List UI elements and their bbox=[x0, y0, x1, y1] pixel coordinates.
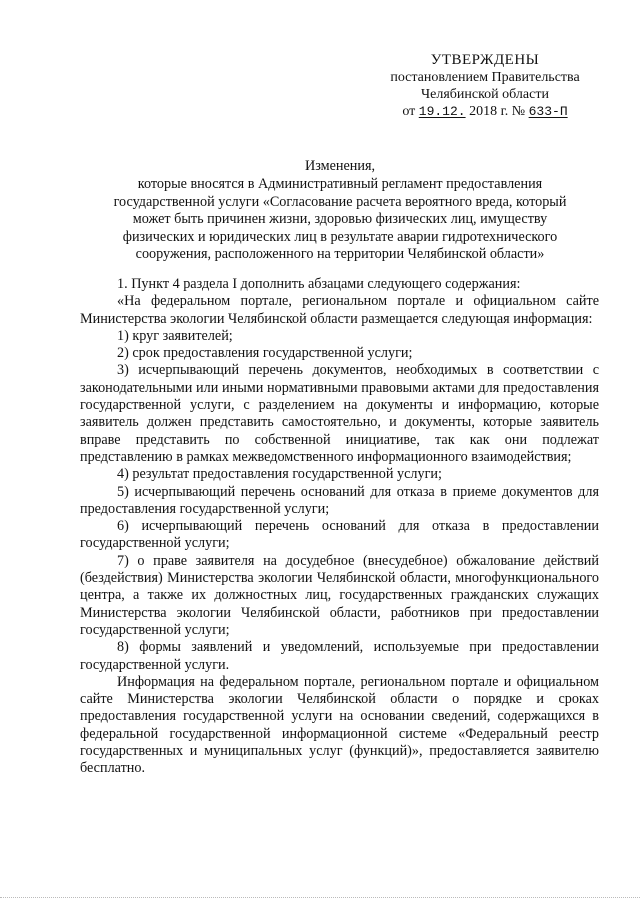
paragraph: 1. Пункт 4 раздела I дополнить абзацами следующего содержания: bbox=[117, 276, 521, 292]
document-number: 633-П bbox=[528, 104, 568, 119]
date-year: 2018 г. № bbox=[469, 104, 526, 119]
date-prefix: от bbox=[402, 104, 416, 119]
title-line: сооружения, расположенного на территории Челябинской области» bbox=[135, 246, 545, 263]
list-item: 1) круг заявителей; bbox=[117, 327, 233, 344]
approval-line-2: Челябинской области bbox=[421, 87, 549, 102]
document-title bbox=[80, 158, 600, 263]
list-item: 4) результат предоставления государственной услуги; bbox=[117, 466, 442, 483]
list-item: 7) о праве заявителя на досудебное (внесудебное) обжалование действий (бездействия) Министерства экологии Челябинской области, многофункционального центра, а также их должностных лиц, государственных гражданских служащих Министерства экологии Челябинской области, работников при предоставлении государственной услуги; bbox=[80, 552, 599, 638]
approval-stamp bbox=[380, 52, 590, 120]
title-line: физических и юридических лиц в результате аварии гидротехнического bbox=[122, 228, 558, 245]
scan-edge-divider bbox=[0, 897, 640, 898]
list-item: 6) исчерпывающий перечень оснований для отказа в предоставлении государственной услуги; bbox=[80, 518, 599, 552]
approval-date-line bbox=[380, 103, 590, 120]
list-item: 8) формы заявлений и уведомлений, используемые при предоставлении государственной услуги. bbox=[80, 639, 599, 673]
list-item: 3) исчерпывающий перечень документов, необходимых в соответствии с законодательными или иными нормативными правовыми актами для предоставления государственной услуги, с разделением на документы и информацию, которые заявитель должен представить самостоятельно, и документы, которые заявитель вправе представить по собственной инициативе, так как они подлежат представлению в рамках межведомственного информационного взаимодействия; bbox=[80, 362, 599, 465]
list-item: 2) срок предоставления государственной услуги; bbox=[117, 345, 413, 362]
title-line: может быть причинен жизни, здоровью физических лиц, имуществу bbox=[132, 211, 548, 228]
title-line: которые вносятся в Административный регламент предоставления bbox=[137, 176, 543, 193]
approval-heading: УТВЕРЖДЕНЫ bbox=[430, 52, 540, 68]
paragraph: Информация на федеральном портале, региональном портале и официальном сайте Министерства экологии Челябинской области о порядке и сроках предоставления государственной услуги на основании сведений, содержащихся в федеральной государственной информационной системе «Федеральный реестр государственных и муниципальных услуг (функций)», предоставляется заявителю бесплатно. bbox=[80, 673, 599, 777]
document-body bbox=[80, 276, 599, 778]
approval-line-1: постановлением Правительства bbox=[390, 70, 580, 85]
title-line: Изменения, bbox=[304, 158, 376, 174]
paragraph: «На федеральном портале, региональном портале и официальном сайте Министерства экологии Челябинской области размещается следующая информация: bbox=[80, 293, 599, 327]
list-item: 5) исчерпывающий перечень оснований для отказа в приеме документов для предоставления государственной услуги; bbox=[80, 483, 599, 517]
title-line: государственной услуги «Согласование расчета вероятного вреда, который bbox=[113, 193, 567, 210]
date-value: 19.12. bbox=[418, 104, 466, 119]
